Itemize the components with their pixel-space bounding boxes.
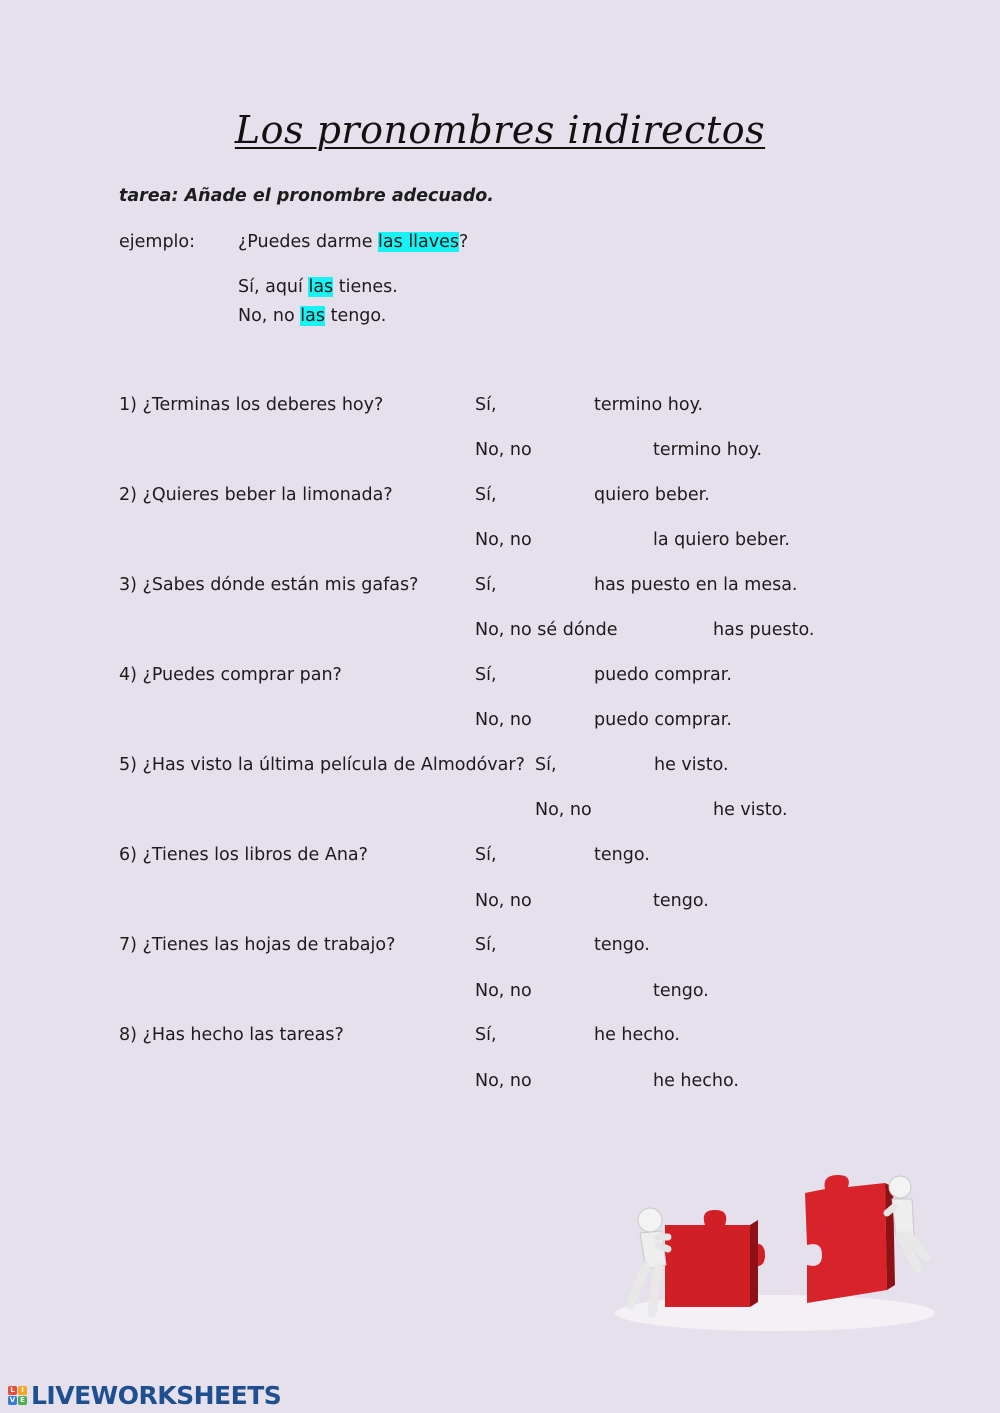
page-title: Los pronombres indirectos	[234, 108, 766, 152]
task-instruction: tarea: Añade el pronombre adecuado.	[119, 186, 494, 206]
exercise-8-no-suffix: he hecho.	[653, 1071, 739, 1091]
exercise-1-yes-blank[interactable]	[500, 394, 588, 416]
exercise-6-no-prefix: No, no	[475, 891, 532, 911]
exercise-4-yes-blank[interactable]	[500, 664, 588, 686]
exercise-1-yes-prefix: Sí,	[475, 395, 497, 415]
logo-square-e: E	[18, 1396, 27, 1405]
logo-square-l: L	[8, 1386, 17, 1395]
exercise-7-no-prefix: No, no	[475, 981, 532, 1001]
exercise-4-no-suffix: puedo comprar.	[594, 710, 732, 730]
example-question-highlight: las llaves	[378, 232, 460, 252]
exercise-3-no-blank[interactable]	[615, 619, 707, 641]
exercise-7-yes-blank[interactable]	[500, 934, 588, 956]
exercise-7-question: 7) ¿Tienes las hojas de trabajo?	[119, 935, 396, 955]
exercise-3-question: 3) ¿Sabes dónde están mis gafas?	[119, 575, 419, 595]
exercise-6-yes-blank[interactable]	[500, 844, 588, 866]
exercise-1-no-suffix: termino hoy.	[653, 440, 763, 460]
example-label: ejemplo:	[119, 232, 196, 252]
exercise-2-no-blank[interactable]	[538, 529, 646, 551]
exercise-4-yes-suffix: puedo comprar.	[594, 665, 732, 685]
exercise-6-question: 6) ¿Tienes los libros de Ana?	[119, 845, 368, 865]
logo-square-v: V	[9, 1395, 16, 1404]
exercise-2-no-suffix: la quiero beber.	[653, 530, 790, 550]
exercise-1-yes-suffix: termino hoy.	[594, 395, 704, 415]
exercise-3-yes-blank[interactable]	[500, 574, 588, 596]
exercise-2-yes-prefix: Sí,	[475, 485, 497, 505]
example-no-post: tengo.	[325, 306, 387, 326]
logo-text: LIVEWORKSHEETS	[31, 1380, 282, 1410]
exercise-6-yes-suffix: tengo.	[594, 845, 650, 865]
example-question-pre: ¿Puedes darme	[238, 232, 379, 252]
exercise-5-no-suffix: he visto.	[713, 800, 788, 820]
exercise-1-no-prefix: No, no	[475, 440, 532, 460]
exercise-6-no-suffix: tengo.	[653, 891, 709, 911]
exercise-8-no-blank[interactable]	[538, 1070, 646, 1092]
example-no-highlight: las	[300, 306, 326, 326]
exercise-7-no-suffix: tengo.	[653, 981, 709, 1001]
exercise-7-no-blank[interactable]	[538, 980, 646, 1002]
exercise-8-yes-blank[interactable]	[500, 1024, 588, 1046]
exercise-2-yes-suffix: quiero beber.	[594, 485, 710, 505]
exercise-5-yes-suffix: he visto.	[654, 755, 729, 775]
example-yes-post: tienes.	[333, 277, 398, 297]
exercise-1-no-blank[interactable]	[538, 439, 646, 461]
exercise-8-yes-suffix: he hecho.	[594, 1025, 680, 1045]
exercise-4-no-prefix: No, no	[475, 710, 532, 730]
example-no-pre: No, no	[238, 306, 301, 326]
example-yes-highlight: las	[308, 277, 334, 297]
logo-square-i: I	[18, 1386, 27, 1395]
example-question-post: ?	[459, 232, 469, 252]
exercise-5-yes-prefix: Sí,	[535, 755, 557, 775]
example-yes-pre: Sí, aquí	[238, 277, 309, 297]
exercise-4-yes-prefix: Sí,	[475, 665, 497, 685]
example-no-answer	[238, 305, 386, 327]
exercise-6-no-blank[interactable]	[538, 890, 646, 912]
exercise-2-question: 2) ¿Quieres beber la limonada?	[119, 485, 393, 505]
exercise-8-no-prefix: No, no	[475, 1071, 532, 1091]
exercise-7-yes-suffix: tengo.	[594, 935, 650, 955]
exercise-5-no-prefix: No, no	[535, 800, 592, 820]
example-question	[238, 231, 468, 253]
exercise-5-yes-blank[interactable]	[560, 754, 648, 776]
logo-squares	[8, 1386, 27, 1405]
exercise-3-no-prefix: No, no sé dónde	[475, 620, 618, 640]
exercise-1-question: 1) ¿Terminas los deberes hoy?	[119, 395, 384, 415]
exercise-3-yes-suffix: has puesto en la mesa.	[594, 575, 798, 595]
exercise-5-no-blank[interactable]	[598, 799, 706, 821]
example-yes-answer	[238, 276, 398, 298]
exercise-5-question: 5) ¿Has visto la última película de Almodóvar?	[119, 755, 525, 775]
exercise-6-yes-prefix: Sí,	[475, 845, 497, 865]
puzzle-figures-icon	[600, 1165, 940, 1340]
exercise-2-no-prefix: No, no	[475, 530, 532, 550]
exercise-2-yes-blank[interactable]	[500, 484, 588, 506]
exercise-7-yes-prefix: Sí,	[475, 935, 497, 955]
exercise-3-no-suffix: has puesto.	[713, 620, 815, 640]
exercise-4-no-blank[interactable]	[538, 709, 588, 731]
liveworksheets-logo	[8, 1380, 281, 1410]
exercise-3-yes-prefix: Sí,	[475, 575, 497, 595]
exercise-4-question: 4) ¿Puedes comprar pan?	[119, 665, 342, 685]
exercise-8-yes-prefix: Sí,	[475, 1025, 497, 1045]
exercise-8-question: 8) ¿Has hecho las tareas?	[119, 1025, 344, 1045]
